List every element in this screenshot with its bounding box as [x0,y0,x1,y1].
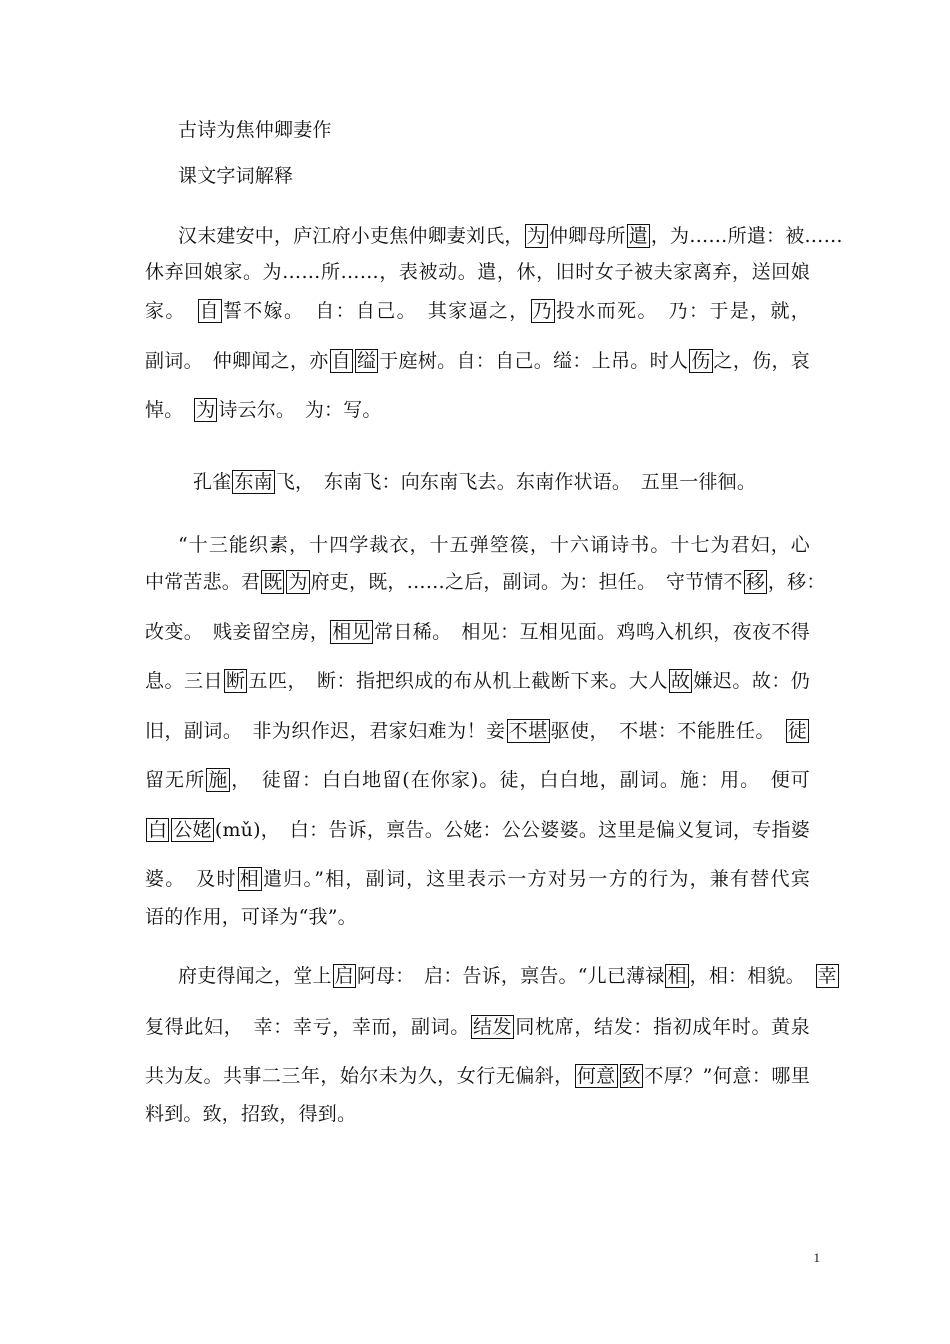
text-line [178,531,810,559]
text-line [145,258,810,286]
boxed-keyword: 故 [670,670,691,692]
text-run: 留无所 [145,769,206,791]
text-run: 嫌迟。故：仍 [693,670,811,692]
text-run: 婆。 及时 [145,868,237,890]
text-run: 语的作用，可译为“我”。 [145,906,357,928]
text-run: 孔雀 [193,471,232,493]
text-run: 共为友。共事二三年，始尔未为久，女行无偏斜， [145,1065,574,1087]
page-number: 1 [813,1250,820,1265]
text-run: 之，伤，哀 [713,350,810,372]
text-line [145,667,810,695]
text-run: 同枕席，结发：指初成年时。黄泉 [515,1016,810,1038]
boxed-keyword: 徒 [787,720,807,742]
boxed-keyword: 自 [331,350,351,372]
text-run: 阿母： 启：告诉，禀告。“儿已薄禄 [356,965,665,987]
text-run: 于庭树。自：自己。缢：上吊。时人 [379,350,689,372]
boxed-keyword: 相 [667,965,687,987]
text-run: 家。 [145,300,197,322]
text-run: “十三能织素，十四学裁衣，十五弹箜篌，十六诵诗书。十七为君妇，心 [178,534,810,556]
boxed-keyword: 为 [526,225,546,247]
text-line [145,297,810,325]
text-run: 复得此妇， 幸：幸亏，幸而，副词。 [145,1016,470,1038]
text-line [178,162,843,190]
boxed-keyword: 缢 [356,350,377,372]
text-run: 副词。 仲卿闻之，亦 [145,350,329,372]
text-line [145,1062,810,1090]
boxed-keyword: 为 [288,571,308,593]
boxed-keyword: 公姥 [173,819,212,841]
text-line [145,865,810,893]
text-line [193,468,858,496]
boxed-keyword: 为 [196,399,216,421]
boxed-keyword: 自 [199,300,220,322]
boxed-keyword: 东南 [234,471,273,493]
text-line [145,568,826,596]
text-run: 不厚？”何意：哪里 [644,1065,811,1087]
text-run: 府吏得闻之，堂上 [178,965,332,987]
boxed-keyword: 伤 [691,350,711,372]
text-line [145,816,810,844]
text-run: 课文字词解释 [178,165,294,187]
text-run: 诗云尔。 为：写。 [218,399,382,421]
text-run: 誓不嫁。 自：自己。 其家逼之， [222,300,530,322]
text-line [145,1100,810,1128]
text-line [145,903,810,931]
text-run: 改变。 贱妾留空房， [145,621,330,643]
text-run: 旧，副词。 非为织作迟，君家妇难为！妾 [145,720,506,742]
boxed-keyword: 幸 [817,965,837,987]
text-run: 汉末建安中，庐江府小吏焦仲卿妻刘氏， [178,225,524,247]
text-run: ，移： [767,571,826,593]
text-line [178,116,843,144]
text-line [145,766,810,794]
text-run: (mǔ)， 白：告诉，禀告。公姥：公公婆婆。这里是偏义复词，专指婆 [214,819,811,841]
text-run: 料到。致，招致，得到。 [145,1103,357,1125]
text-run: 府吏，既，……之后，副词。为：担任。 守节情不 [310,571,743,593]
text-run: 五匹， 断：指把织成的布从机上截断下来。大人 [248,670,668,692]
text-run: 投水而死。 乃：于是，就， [556,300,810,322]
text-run: 飞， 东南飞：向东南飞去。东南作状语。 五里一徘徊。 [275,471,757,493]
text-run: 悼。 [145,399,194,421]
text-line [145,717,810,745]
text-line [145,347,810,375]
boxed-keyword: 不堪 [508,720,548,742]
text-line [145,1013,810,1041]
text-run: 息。三日 [145,670,223,692]
boxed-keyword: 遣 [628,225,648,247]
text-line [178,962,837,990]
boxed-keyword: 结发 [472,1016,513,1038]
text-line [178,222,843,250]
text-line [145,618,810,646]
boxed-keyword: 移 [745,571,765,593]
text-run: ，相：相貌。 [689,965,815,987]
boxed-keyword: 相见 [332,621,372,643]
boxed-keyword: 既 [263,571,283,593]
text-run: 遣归。”相，副词，这里表示一方对另一方的行为，兼有替代宾 [262,868,810,890]
boxed-keyword: 断 [225,670,246,692]
text-run: 常日稀。 相见：互相见面。鸡鸣入机织，夜夜不得 [374,621,810,643]
text-line [145,396,810,424]
boxed-keyword: 施 [208,769,229,791]
boxed-keyword: 致 [621,1065,642,1087]
boxed-keyword: 启 [334,965,354,987]
text-run: 驱使， 不堪：不能胜任。 [550,720,785,742]
text-run: ， 徒留：白白地留(在你家)。徒，白白地，副词。施：用。 便可 [231,769,811,791]
text-run: 仲卿母所 [548,225,626,247]
text-run: 休弃回娘家。为……所……，表被动。遣，休，旧时女子被夫家离弃，送回娘 [145,261,810,283]
boxed-keyword: 何意 [576,1065,616,1087]
boxed-keyword: 相 [239,868,260,890]
text-run: ，为……所遣：被…… [650,225,843,247]
boxed-keyword: 白 [148,819,168,841]
text-run: 中常苦悲。君 [145,571,261,593]
boxed-keyword: 乃 [532,300,554,322]
text-run: 古诗为焦仲卿妻作 [178,119,332,141]
